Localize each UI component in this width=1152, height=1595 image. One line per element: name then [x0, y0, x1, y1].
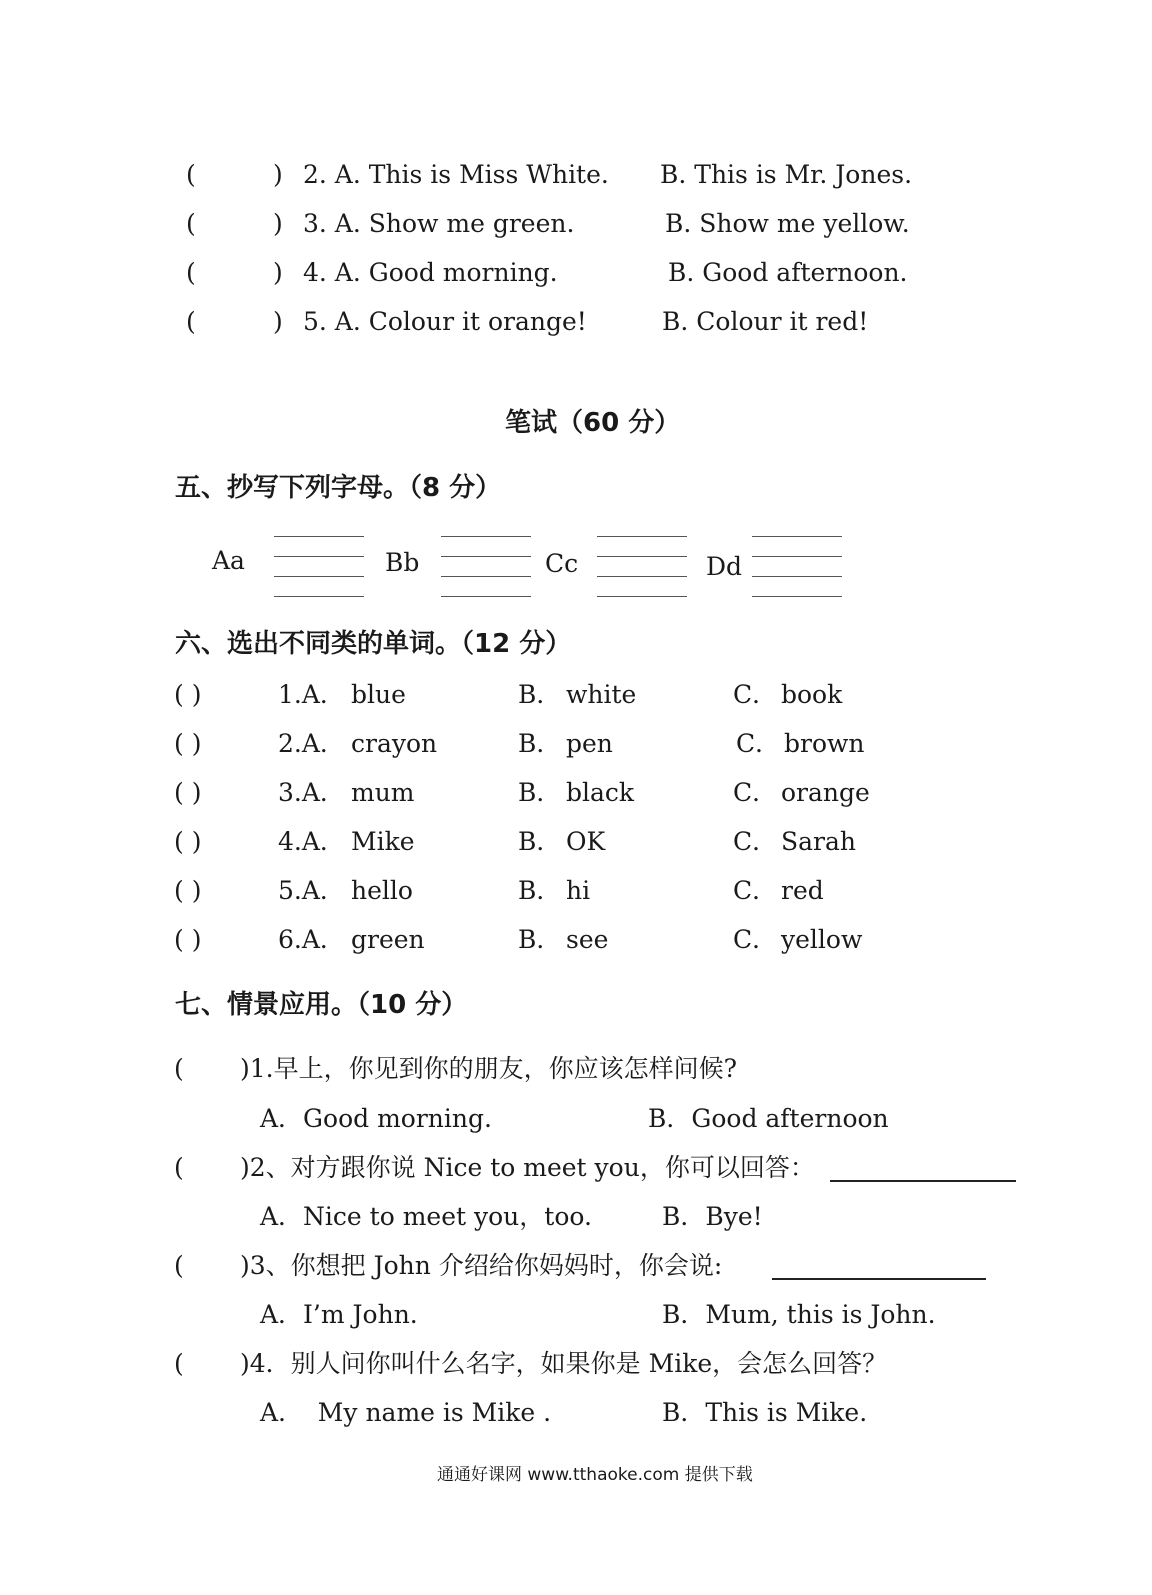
answer-blank[interactable] — [830, 1180, 1016, 1182]
item-number: 2.A． — [278, 729, 345, 758]
option-b-label: B． — [518, 729, 562, 758]
option-c-word: Sarah — [781, 827, 856, 856]
option-b-word: white — [566, 680, 637, 709]
option-a-word: mum — [351, 778, 415, 807]
option-b: B．Mum, this is John. — [662, 1300, 936, 1329]
option-c-word: red — [781, 876, 824, 905]
answer-paren-close: ) — [273, 258, 283, 287]
answer-paren[interactable]: ( ) — [174, 925, 202, 954]
writing-guide-lines[interactable] — [441, 536, 531, 598]
footer-text: 通通好课网 www.tthaoke.com 提供下载 — [437, 1465, 753, 1485]
option-b-label: B． — [518, 680, 562, 709]
option-a-word: crayon — [351, 729, 438, 758]
option-a: 5. A. Colour it orange! — [303, 307, 587, 336]
option-a-word: Mike — [351, 827, 415, 856]
section-7-title: 七、情景应用。（10 分） — [175, 990, 468, 1020]
answer-paren[interactable]: ( ) — [174, 778, 202, 807]
item-number: 3.A． — [278, 778, 345, 807]
option-a-word: blue — [351, 680, 406, 709]
letter-bb: Bb — [385, 548, 420, 577]
answer-paren-open: ( — [186, 209, 196, 238]
option-b-word: black — [566, 778, 635, 807]
writing-guide-lines[interactable] — [752, 536, 842, 598]
option-b: B．This is Mike. — [662, 1398, 868, 1427]
answer-paren-close: ) — [273, 307, 283, 336]
answer-paren-open: ( — [186, 258, 196, 287]
answer-paren[interactable]: ( — [174, 1349, 184, 1378]
option-c-label: C． — [733, 925, 778, 954]
question-text: )3、你想把 John 介绍给你妈妈时，你会说: — [240, 1251, 723, 1280]
answer-paren[interactable]: ( ) — [174, 827, 202, 856]
option-c-label: C． — [736, 729, 781, 758]
option-b: B. Good afternoon. — [668, 258, 908, 287]
option-a-word: hello — [351, 876, 413, 905]
answer-paren[interactable]: ( — [174, 1153, 184, 1182]
option-b-label: B． — [518, 827, 562, 856]
question-text: )2、对方跟你说 Nice to meet you，你可以回答： — [240, 1153, 815, 1182]
option-a: 2. A. This is Miss White. — [303, 160, 609, 189]
answer-paren[interactable]: ( — [174, 1251, 184, 1280]
option-b-word: OK — [566, 827, 606, 856]
answer-paren-close: ) — [273, 160, 283, 189]
question-text: )1.早上，你见到你的朋友，你应该怎样问候? — [240, 1054, 738, 1083]
option-a-word: green — [351, 925, 425, 954]
option-c-label: C． — [733, 680, 778, 709]
option-b-word: pen — [566, 729, 613, 758]
option-b-label: B． — [518, 876, 562, 905]
option-a: 4. A. Good morning. — [303, 258, 558, 287]
option-b: B. Show me yellow. — [665, 209, 910, 238]
option-c-label: C． — [733, 876, 778, 905]
option-a: A．Good morning. — [260, 1104, 492, 1133]
option-b: B. This is Mr. Jones. — [660, 160, 913, 189]
option-c-word: orange — [781, 778, 870, 807]
option-a: A．Nice to meet you，too. — [260, 1202, 592, 1231]
option-a: 3. A. Show me green. — [303, 209, 575, 238]
answer-blank[interactable] — [772, 1278, 986, 1280]
section-6-title: 六、选出不同类的单词。（12 分） — [175, 629, 572, 659]
letter-cc: Cc — [545, 549, 579, 578]
option-c-word: yellow — [781, 925, 863, 954]
item-number: 4.A． — [278, 827, 345, 856]
item-number: 1.A． — [278, 680, 345, 709]
option-c-label: C． — [733, 778, 778, 807]
option-a: A. My name is Mike . — [260, 1398, 552, 1427]
option-b: B. Colour it red! — [662, 307, 869, 336]
option-c-label: C． — [733, 827, 778, 856]
option-b-word: hi — [566, 876, 591, 905]
option-b: B．Good afternoon — [648, 1104, 889, 1133]
option-c-word: brown — [784, 729, 865, 758]
option-c-word: book — [781, 680, 843, 709]
item-number: 5.A． — [278, 876, 345, 905]
writing-guide-lines[interactable] — [597, 536, 687, 598]
letter-dd: Dd — [706, 552, 743, 581]
option-b-label: B． — [518, 778, 562, 807]
answer-paren-close: ) — [273, 209, 283, 238]
answer-paren[interactable]: ( — [174, 1054, 184, 1083]
answer-paren[interactable]: ( ) — [174, 729, 202, 758]
answer-paren-open: ( — [186, 307, 196, 336]
answer-paren-open: ( — [186, 160, 196, 189]
answer-paren[interactable]: ( ) — [174, 876, 202, 905]
question-text: )4．别人问你叫什么名字，如果你是 Mike，会怎么回答？ — [240, 1349, 888, 1378]
section-5-title: 五、抄写下列字母。（8 分） — [175, 473, 502, 503]
written-test-title: 笔试（60 分） — [505, 408, 681, 438]
writing-guide-lines[interactable] — [274, 536, 364, 598]
option-b: B．Bye! — [662, 1202, 763, 1231]
item-number: 6.A． — [278, 925, 345, 954]
option-b-word: see — [566, 925, 609, 954]
letter-aa: Aa — [212, 546, 245, 575]
option-b-label: B． — [518, 925, 562, 954]
answer-paren[interactable]: ( ) — [174, 680, 202, 709]
option-a: A．I’m John. — [260, 1300, 418, 1329]
